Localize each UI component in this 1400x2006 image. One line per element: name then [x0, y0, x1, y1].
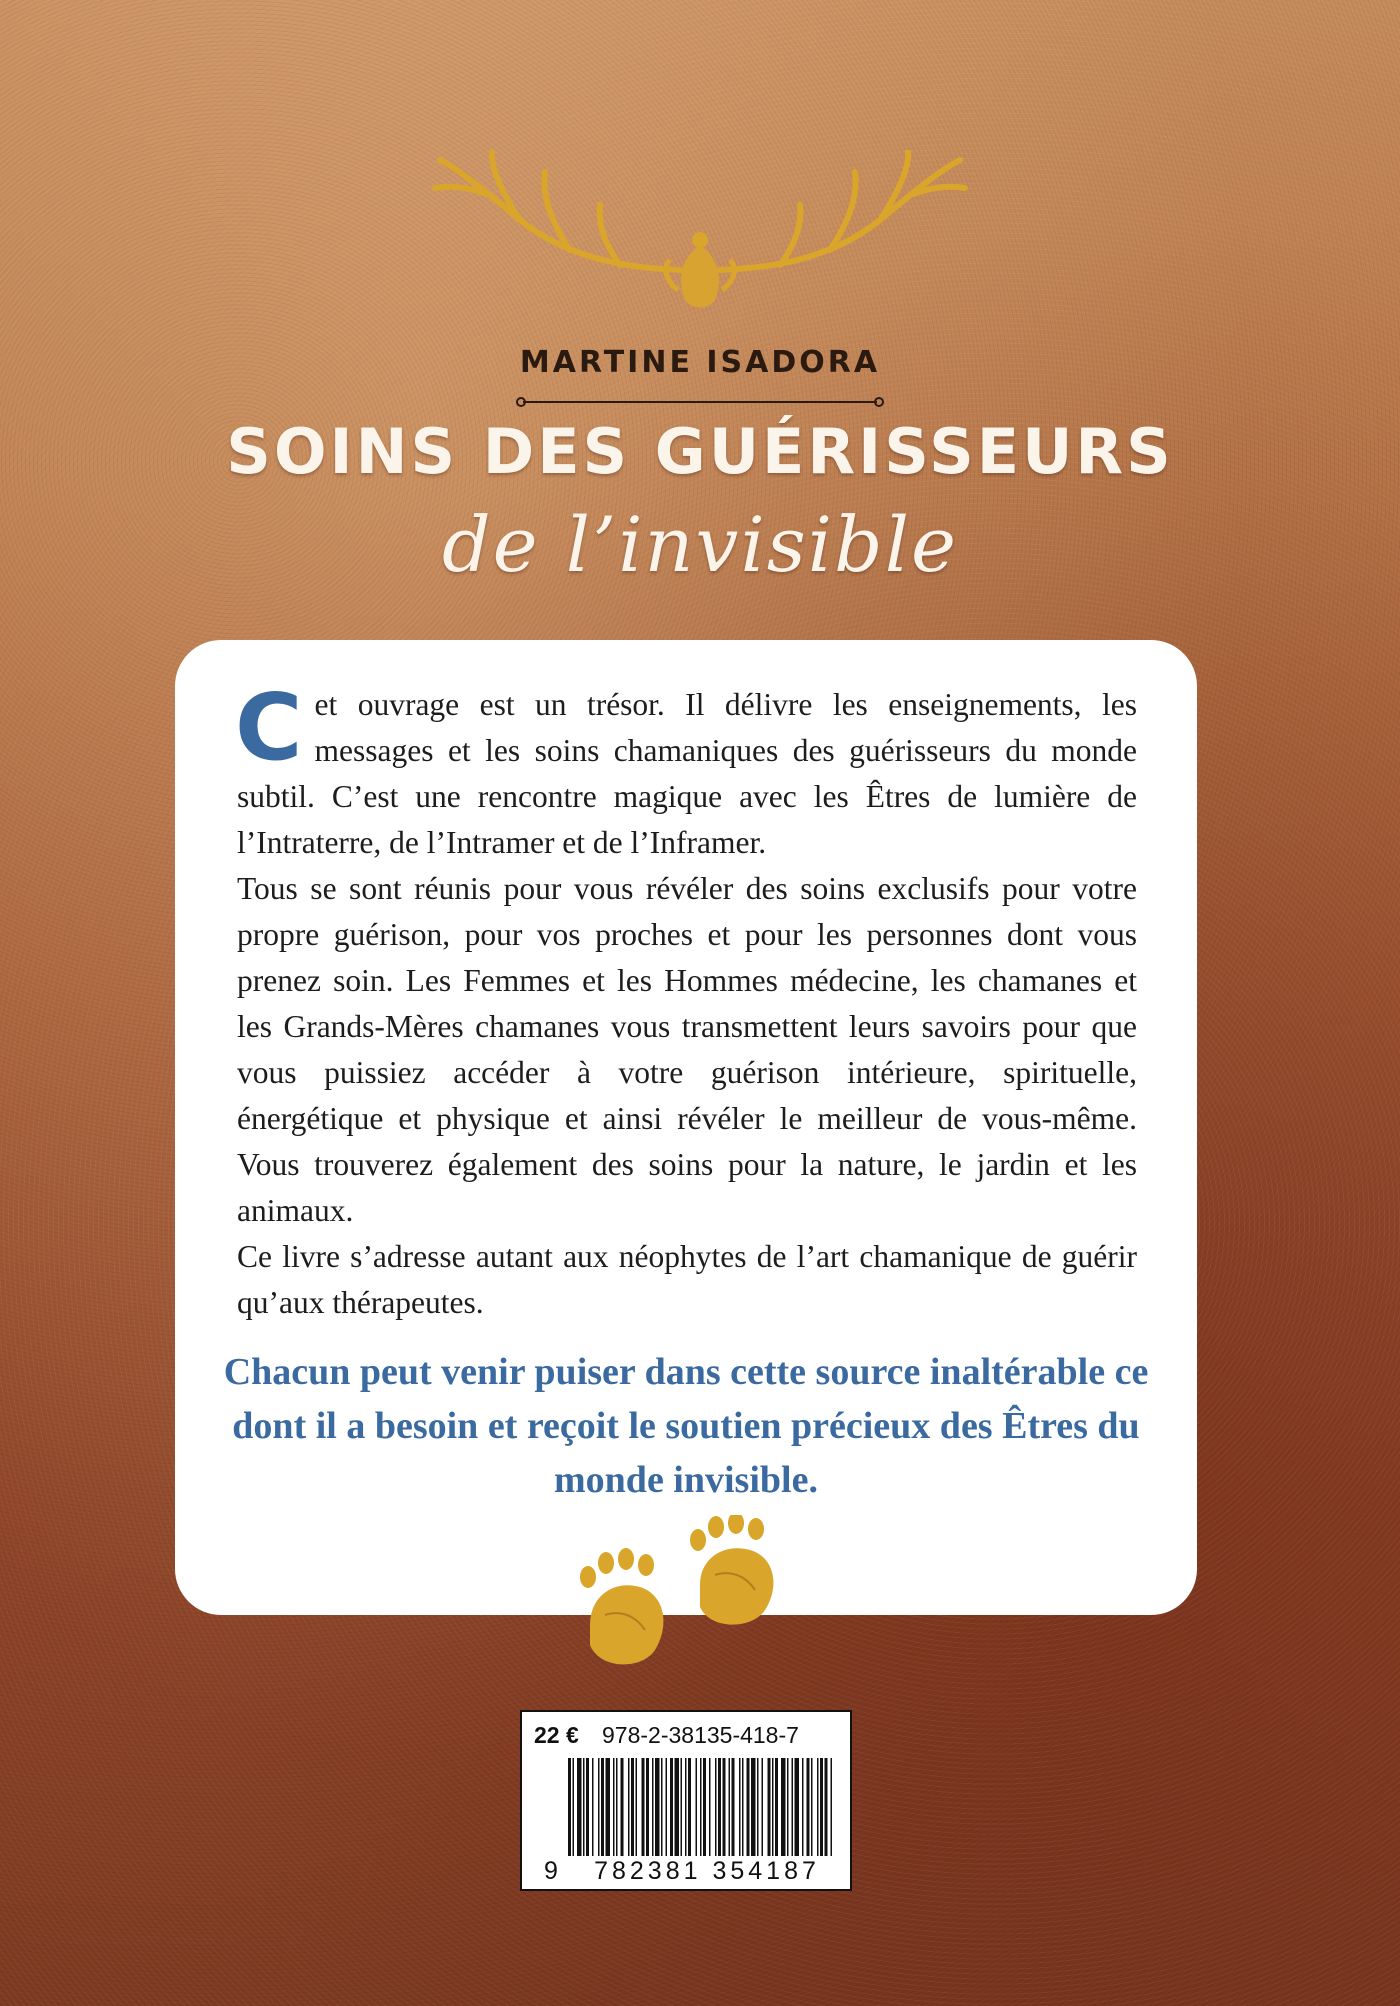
barcode-bar: [709, 1758, 711, 1856]
barcode-bar: [729, 1758, 731, 1856]
barcode-bar: [646, 1758, 649, 1856]
barcode-bar: [768, 1758, 771, 1856]
blurb-panel: [175, 640, 1197, 1615]
barcode-bar: [642, 1758, 645, 1856]
barcode-bar: [685, 1758, 687, 1856]
barcode-bar: [820, 1758, 823, 1856]
blurb-highlight: Chacun peut venir puiser dans cette source inaltérable ce dont il a besoin et reçoit le soutien précieux des Êtres du monde invisible.: [223, 1351, 1149, 1501]
blurb-paragraph-2: Tous se sont réunis pour vous révéler des soins exclusifs pour votre propre guérison, pour vos proches et pour les personnes dont vous prenez soin. Les Femmes et les Hommes médecine, les chamanes et les Grands-Mères chamanes vous transmettent leurs savoirs pour que vous puissiez accéder à votre guérison intérieure, spirituelle, énergétique et physique et ainsi révéler le meilleur de vous-même. Vous trouverez également des soins pour la nature, le jardin et les animaux.: [237, 871, 1137, 1228]
blurb-paragraph-1: [235, 674, 1137, 866]
barcode-bar: [606, 1758, 611, 1856]
author-name: MARTINE ISADORA: [519, 345, 881, 380]
barcode-bar: [688, 1758, 691, 1856]
blurb-paragraph-1-text: et ouvrage est un trésor. Il délivre les enseignements, les messages et les soins chamaniques des guérisseurs du monde subtil. C’est une rencontre magique avec les Êtres de lumière de l’Intraterre, de l’Intramer et de l’Inframer.: [237, 687, 1137, 860]
barcode-bar: [655, 1758, 660, 1856]
barcode-bar: [577, 1758, 582, 1856]
barcode-bar: [715, 1758, 717, 1856]
barcode-bar: [621, 1758, 624, 1856]
barcode-bar: [613, 1758, 615, 1856]
barcode-bar: [601, 1758, 604, 1856]
barcode-bar: [666, 1758, 668, 1856]
barcode-bar: [787, 1758, 789, 1856]
barcode-bar: [817, 1758, 819, 1856]
barcode-bar: [700, 1758, 702, 1856]
barcode-bar: [807, 1758, 810, 1856]
barcode-bar: [825, 1758, 828, 1856]
barcode-bar: [751, 1758, 756, 1856]
antlers-ornament: [430, 150, 970, 320]
author-divider: [515, 395, 885, 409]
ean-first-digit: 9: [544, 1857, 558, 1885]
barcode-bar: [762, 1758, 764, 1856]
barcode-bar: [747, 1758, 750, 1856]
barcode-bar: [636, 1758, 638, 1856]
barcode-bar: [652, 1758, 654, 1856]
barcode-bar: [831, 1758, 833, 1856]
barcode-bar: [628, 1758, 630, 1856]
barcode-bar: [568, 1758, 571, 1856]
blurb-paragraph-3: Ce livre s’adresse autant aux néophytes de l’art chamanique de guérir qu’aux thérapeutes.: [237, 1239, 1137, 1320]
barcode-bar: [703, 1758, 706, 1856]
barcode-bar: [772, 1758, 774, 1856]
book-subtitle: de l’invisible: [442, 500, 958, 589]
paw-prints-icon: [570, 1515, 810, 1675]
isbn-number: 978-2-38135-418-7: [602, 1722, 799, 1748]
barcode-bars: [568, 1758, 836, 1856]
book-title: SOINS DES GUÉRISSEURS: [226, 415, 1174, 488]
drop-cap: C: [235, 674, 303, 781]
barcode-bar: [598, 1758, 600, 1856]
barcode-bar: [781, 1758, 786, 1856]
barcode-bar: [739, 1758, 741, 1856]
barcode-bar: [732, 1758, 735, 1856]
barcode-bar: [718, 1758, 721, 1856]
barcode-bar: [573, 1758, 575, 1856]
barcode-bar: [616, 1758, 618, 1856]
barcode-bar: [811, 1758, 813, 1856]
barcode-bar: [802, 1758, 804, 1856]
price-label: 22 €: [534, 1722, 579, 1748]
barcode-bar: [631, 1758, 634, 1856]
barcode-bar: [742, 1758, 744, 1856]
barcode-bar: [792, 1758, 794, 1856]
barcode-bar: [696, 1758, 698, 1856]
barcode-bar: [723, 1758, 726, 1856]
barcode-bar: [775, 1758, 778, 1856]
barcode-bar: [795, 1758, 800, 1856]
barcode-bar: [675, 1758, 680, 1856]
barcode-bar: [670, 1758, 673, 1856]
barcode-bar: [757, 1758, 759, 1856]
barcode-bar: [583, 1758, 585, 1856]
barcode-box: [520, 1710, 852, 1891]
ean-digits: 782381 354187: [594, 1857, 820, 1885]
barcode-bar: [592, 1758, 594, 1856]
barcode-bar: [586, 1758, 589, 1856]
barcode-bar: [661, 1758, 663, 1856]
blurb-text: [235, 674, 1137, 1326]
barcode-bar: [681, 1758, 683, 1856]
